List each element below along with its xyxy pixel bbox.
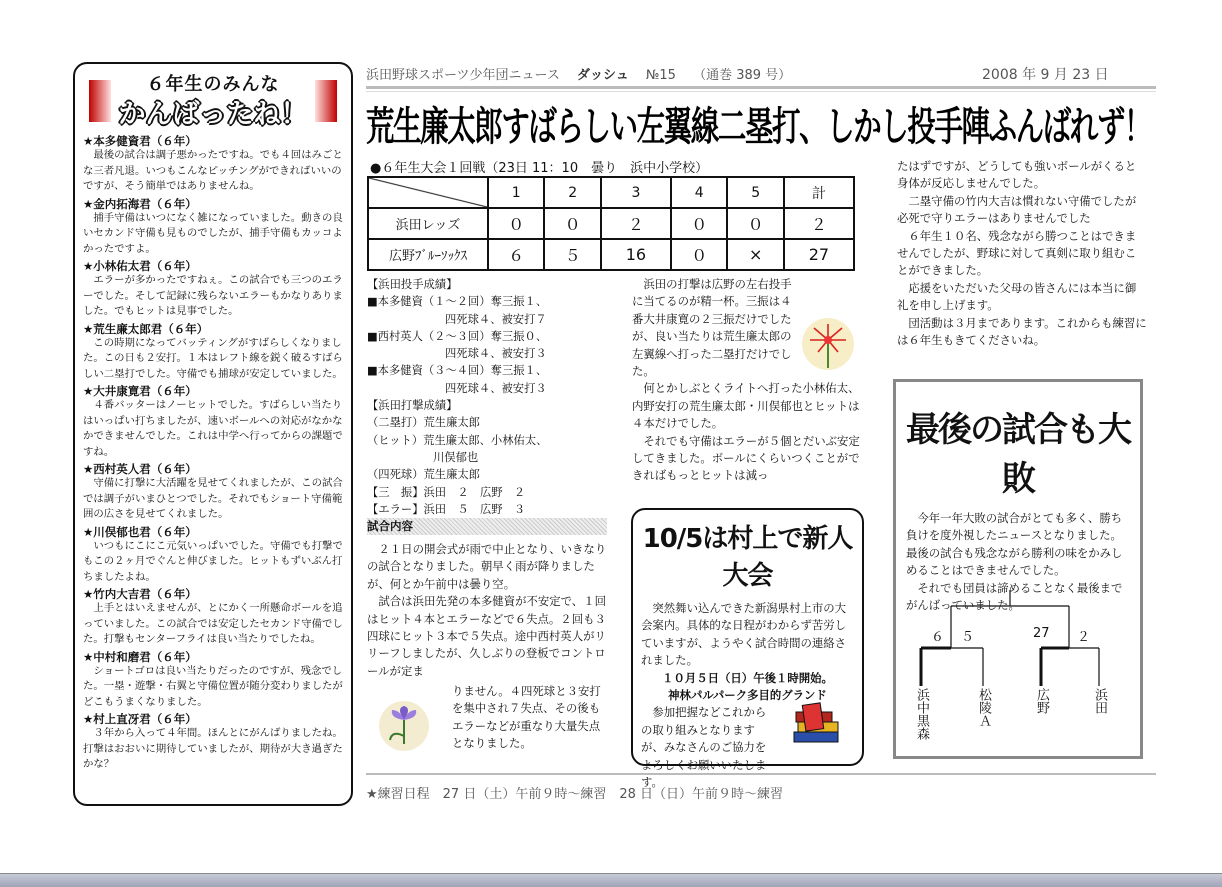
player-comment: ３年から入って４年間。ほんとにがんばりましたね。打撃はおおいに期待していましたが、期待が大き過ぎたかな？ — [83, 727, 343, 770]
flower-illustration-spider-lily — [800, 316, 856, 372]
game-detail-text — [367, 541, 607, 680]
player-comment: エラーが多かったですねぇ。この試合でも三つのエラーでした。そして記録に残らないエラーもかなりありました。でもヒットは見事でした。 — [83, 274, 343, 317]
game-detail-p2-end: りません。４四死球と３安打を集中され７失点、その後もエラーなどが重なり大量失点となりました。 — [452, 684, 601, 751]
game-detail-p2: 試合は浜田先発の本多健資が不安定で、１回はヒット４本とエラーなどで６失点。２回も３四球にヒット３本で５失点。途中西村英人がリリーフしましたが、久しぶりの登板でコントロールが定ま — [367, 594, 606, 678]
inning-5-header: 5 — [727, 177, 783, 208]
score-cell: ０ — [727, 208, 783, 239]
player-comment: 守備に打撃に大活躍を見せてくれましたが、この試合では調子がいまひとつでした。それでもショート守備範囲の広さを見せてくれました。 — [83, 477, 343, 520]
bracket-score: ６ — [931, 630, 945, 645]
pitching-header: 【浜田投手成績】 — [367, 278, 458, 291]
new-tournament-p1: 突然舞い込んできた新潟県村上市の大会案内。具体的な日程がわからず苦労していますが、ようやく試合時間の連絡されました。 — [641, 601, 847, 668]
scoreboard-row-hamada — [368, 208, 854, 239]
player-name: ★川俣郁也君（６年） — [83, 524, 197, 539]
team-name: 広野ﾌﾞﾙｰｿｯｸｽ — [368, 239, 488, 270]
window-bottom-bar — [0, 873, 1222, 887]
bracket-team: 松陵Ａ — [976, 688, 991, 727]
bracket-score: ２ — [1077, 630, 1091, 645]
pitching-line: 四死球４、被安打７ — [445, 312, 547, 326]
player-entry — [83, 462, 343, 523]
pitching-line: 四死球４、被安打３ — [445, 347, 547, 361]
new-tournament-p2: 参加把握などこれからの取り組みとなりますが、みなさんのご協力をよろしくお願いいたします。 — [641, 705, 767, 790]
score-total: 27 — [784, 239, 854, 270]
inning-4-header: 4 — [671, 177, 727, 208]
tournament-bracket — [893, 590, 1143, 760]
inning-2-header: 2 — [544, 177, 600, 208]
last-game-title: 最後の試合も大敗 — [906, 410, 1130, 499]
game-title: ●６年生大会１回戦（23日 11：10 曇り 浜中小学校） — [370, 161, 709, 176]
score-cell: ０ — [544, 208, 600, 239]
header-rule-thin — [366, 91, 1156, 92]
player-comment: 上手とはいえませんが、とにかく一所懸命ボールを追っていました。この試合では安定したセカンド守備でした。打撃もセンターフライは良い当たりでしたね。 — [83, 602, 343, 645]
player-comment: いつもにこにこ元気いっぱいでした。守備でも打撃でもこの２ヶ月でぐんと伸びました。ヒットもずいぶん打ちましたよね。 — [83, 539, 343, 583]
left-banner — [83, 70, 343, 128]
new-tournament-title: 10/5は村上で新人大会 — [642, 524, 853, 591]
issue-date: 2008 年 9 月 23 日 — [982, 67, 1109, 83]
stats-column — [367, 276, 607, 535]
tournament-datetime: １０月５日（日）午後１時開始。 — [662, 670, 833, 685]
player-name: ★中村和磨君（６年） — [83, 649, 197, 664]
scoreboard-header-row — [368, 177, 854, 208]
score-cell: ０ — [488, 208, 544, 239]
header-rule — [366, 86, 1156, 89]
conclusion-text — [897, 158, 1147, 349]
player-entry — [83, 259, 343, 320]
left-panel — [73, 62, 353, 806]
conclusion-p4: 応援をいただいた父母の皆さんには本当に御礼を申し上げます。 — [897, 280, 1137, 313]
score-cell: ２ — [601, 208, 671, 239]
batting-narrative — [632, 276, 870, 485]
inning-3-header: 3 — [601, 177, 671, 208]
errors: 【エラー】浜田 ５ 広野 ３ — [367, 502, 526, 516]
bracket-team: 浜中黒森 — [914, 688, 929, 740]
player-entry — [83, 712, 343, 773]
batting-narrative-p1: 浜田の打撃は広野の左右投手に当てるのが精一杯。三振は４番大井康寛の２三振だけでしたが、良い当たりは荒生廉太郎の左翼線へ打った二塁打だけでした。 — [632, 277, 792, 379]
inning-1-header: 1 — [488, 177, 544, 208]
batting-narrative-p2: 何とかしぶとくライトへ打った小林佑太、内野安打の荒生廉太郎・川俣郁也とヒットは４本だけでした。 — [632, 381, 860, 431]
scoreboard-corner — [368, 177, 488, 208]
issue-number: №15 — [645, 68, 676, 83]
player-comment: 最後の試合は調子悪かったですね。でも４回はみごとな三者凡退。いつもこんなピッチングができればいいのですが、そう簡単ではありませんね。 — [83, 149, 343, 192]
pitching-line: ■本多健資（１～２回）奪三振１、 — [367, 295, 548, 309]
score-cell: ０ — [671, 239, 727, 270]
score-cell: ５ — [544, 239, 600, 270]
newsletter-title: ダッシュ — [576, 68, 629, 83]
player-name: ★村上直冴君（６年） — [83, 712, 197, 726]
player-name: ★西村英人君（６年） — [83, 462, 197, 476]
headline: 荒生廉太郎すばらしい左翼線二塁打、しかし投手陣ふんばれず！ — [366, 104, 1151, 150]
conclusion-p3: ６年生１０名、残念ながら勝つことはできませんでしたが、野球に対して真剣に取り組むことができました。 — [897, 228, 1137, 278]
practice-schedule: ★練習日程 27 日（土）午前９時～練習 28 日（日）午前９時～練習 — [366, 787, 784, 802]
bracket-score: 27 — [1033, 626, 1050, 641]
score-cell: ６ — [488, 239, 544, 270]
new-tournament-body — [641, 600, 854, 791]
bracket-lines — [893, 590, 1143, 760]
banner-line2: かんばったね！ — [118, 99, 308, 130]
player-entry — [83, 322, 343, 383]
bracket-team: 広野 — [1034, 688, 1049, 714]
score-total: ２ — [784, 208, 854, 239]
player-comment: この時期になってバッティングがすばらしくなりました。この日も２安打。１本はレフト線を鋭く破るすばらしい二塁打でした。守備でも捕球が安定していました。 — [83, 336, 343, 380]
player-comment: 捕手守備はいつになく雑になっていました。動きの良いセカンド守備も見ものでしたが、捕手守備もカッコよかったですよ。 — [83, 211, 343, 255]
player-entry — [83, 384, 343, 460]
conclusion-p5: 団活動は３月まであります。これからも練習には６年生もきてくださいね。 — [897, 315, 1147, 348]
score-cell: × — [727, 239, 783, 270]
tournament-venue: 神林パルパーク多目的グランド — [668, 688, 827, 703]
player-name: ★竹内大吉君（６年） — [83, 587, 197, 601]
pitching-line: ■本多健資（３～４回）奪三振１、 — [367, 364, 548, 378]
player-entry — [83, 650, 343, 711]
batting-walks: （四死球）荒生廉太郎 — [367, 468, 480, 482]
player-entry — [83, 587, 343, 648]
batting-narrative-p3: それでも守備はエラーが５個とだいぶ安定してきました。ボールにくらいつくことができればもっとヒットは減っ — [632, 433, 860, 483]
player-entry — [83, 134, 343, 195]
total-issue: （通巻 389 号） — [693, 68, 792, 83]
conclusion-p1: たはずですが、どうしても強いボールがくると身体が反応しませんでした。 — [897, 159, 1137, 191]
player-comment: ４番バッターはノーヒットでした。すばらしい当たりはいっぱい打ちましたが、速いボールへの対応がなかなかできませんでした。これは中学へ行ってからの課題ですね。 — [83, 399, 343, 458]
pitching-line: 四死球４、被安打３ — [445, 381, 547, 395]
newsletter-name: 浜田野球スポーツ少年団ニュース — [366, 68, 560, 83]
pitching-line: ■西村英人（２～３回）奪三振０、 — [367, 329, 548, 343]
team-name: 浜田レッズ — [368, 208, 488, 239]
score-cell: 16 — [601, 239, 671, 270]
game-detail-header: 試合内容 — [367, 518, 607, 535]
banner-line1: ６年生のみんな — [146, 74, 280, 95]
batting-header: 【浜田打撃成績】 — [367, 399, 458, 413]
score-cell: ０ — [671, 208, 727, 239]
player-name: ★大井康寛君（６年） — [83, 384, 197, 398]
player-name: ★小林佑太君（６年） — [83, 259, 197, 273]
player-comment: ショートゴロは良い当たりだったのですが、残念でした。一塁・遊撃・右翼と守備位置が随分変わりましたがどこもうまくなりました。 — [83, 664, 343, 708]
books-illustration — [790, 702, 844, 750]
conclusion-p2: 二塁守備の竹内大吉は慣れない守備でしたが必死で守りエラーはありませんでした — [897, 193, 1137, 226]
player-name: ★荒生廉太郎君（６年） — [83, 321, 209, 336]
bracket-score: ５ — [961, 630, 975, 645]
total-header: 計 — [784, 177, 854, 208]
strikeouts: 【三 振】浜田 ２ 広野 ２ — [367, 485, 526, 499]
player-entry — [83, 197, 343, 258]
game-detail-p1: ２１日の開会式が雨で中止となり、いきなりの試合となりました。朝早く雨が降りましたが、何とか午前中は曇り空。 — [367, 542, 607, 591]
flower-illustration-iris — [378, 700, 430, 752]
scoreboard — [367, 176, 855, 271]
scoreboard-row-hirono — [368, 239, 854, 270]
player-entry — [83, 525, 343, 586]
footer-rule — [366, 773, 1156, 775]
player-list — [83, 134, 343, 773]
player-name: ★本多健資君（６年） — [83, 134, 197, 148]
batting-doubles: （二塁打）荒生廉太郎 — [367, 416, 480, 430]
bracket-team: 浜田 — [1092, 688, 1107, 714]
last-game-p2: それでも団員は諦めることなく最後までがんばっていました。 — [906, 580, 1123, 613]
batting-hits-cont: 川俣郁也 — [433, 450, 479, 464]
batting-hits: （ヒット）荒生廉太郎、小林佑太、 — [367, 433, 548, 447]
player-name: ★金内拓海君（６年） — [83, 196, 197, 211]
last-game-p1: 今年一年大敗の試合がとても多く、勝ち負けを度外視したニュースとなりました。最後の試合も残念ながら勝利の味をかみしめることはできませんでした。 — [906, 511, 1123, 578]
